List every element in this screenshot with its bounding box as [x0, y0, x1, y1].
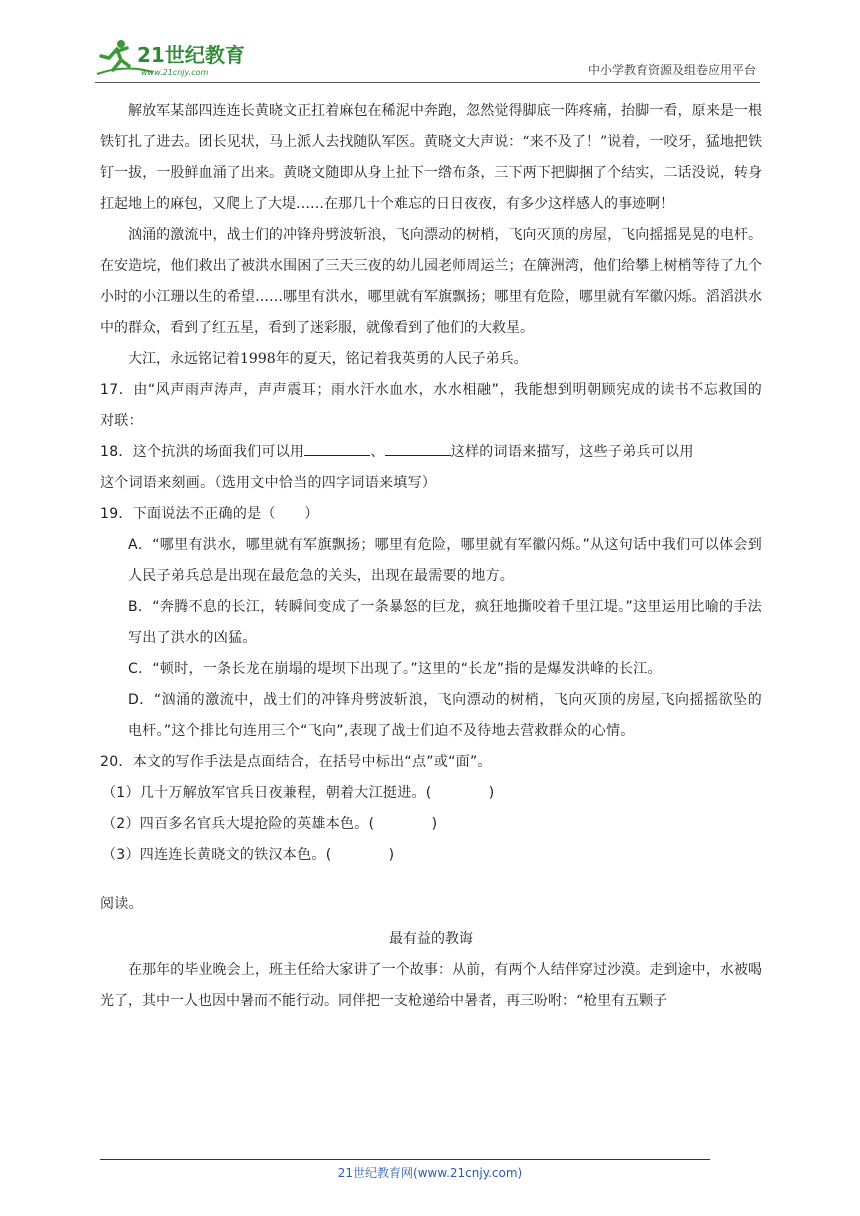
- question-20: 20．本文的写作手法是点面结合，在括号中标出“点”或“面”。: [100, 754, 492, 770]
- passage-paragraph-2: 汹涌的激流中，战士们的冲锋舟劈波斩浪，飞向漂动的树梢，飞向灭顶的房屋，飞向摇摇晃晃的电杆。在安造垸，他们救出了被洪水围困了三天三夜的幼儿园老师周运兰；在簰洲湾，他们给攀上树梢等待了九个小时的小江珊以生的希望……哪里有洪水，哪里就有军旗飘扬；哪里有危险，哪里就有军徽闪烁。滔滔洪水中的群众，看到了红五星，看到了迷彩服，就像看到了他们的大救星。: [100, 227, 762, 336]
- question-20-item-1: （1）几十万解放军官兵日夜兼程，朝着大江挺进。( ): [102, 785, 495, 801]
- site-logo: [95, 36, 255, 80]
- question-18: [100, 437, 762, 468]
- reading-label: 阅读。: [100, 896, 143, 912]
- question-20-item-2: （2）四百多名官兵大堤抢险的英雄本色。( ): [102, 816, 438, 832]
- question-17: 17．由“风声雨声涛声，声声震耳；雨水汗水血水，水水相融”，我能想到明朝顾宪成的读书不忘救国的对联：: [100, 382, 762, 429]
- question-19-option-c: C．“顿时，一条长龙在崩塌的堤坝下出现了。”这里的“长龙”指的是爆发洪峰的长江。: [128, 661, 662, 677]
- footer-divider: [100, 1159, 710, 1160]
- question-18-part-b: 这样的词语来描写，这些子弟兵可以用: [450, 444, 694, 460]
- question-18-part-a: 18．这个抗洪的场面我们可以用: [100, 444, 305, 460]
- logo-text: 21世纪教育: [137, 43, 245, 67]
- question-20-item-3: （3）四连连长黄晓文的铁汉本色。( ): [102, 847, 395, 863]
- question-19-option-d: D．“汹涌的激流中，战士们的冲锋舟劈波斩浪，飞向漂动的树梢，飞向灭顶的房屋,飞向摇摇欲坠的电杆。”这个排比句连用三个“飞向”,表现了战士们迫不及待地去营救群众的心情。: [128, 692, 762, 739]
- question-19-option-a: A．“哪里有洪水，哪里就有军旗飘扬；哪里有危险，哪里就有军徽闪烁。”从这句话中我们可以体会到人民子弟兵总是出现在最危急的关头，出现在最需要的地方。: [128, 537, 762, 584]
- reading-paragraph-1: 在那年的毕业晚会上，班主任给大家讲了一个故事：从前，有两个人结伴穿过沙漠。走到途中，水被喝光了，其中一人也因中暑而不能行动。同伴把一支枪递给中暑者，再三吩咐：“枪里有五颗子: [100, 962, 762, 1009]
- question-18-separator: 、: [370, 444, 385, 460]
- question-18-continued: 这个词语来刻画。（选用文中恰当的四字词语来填写）: [100, 475, 437, 491]
- page-header: [95, 32, 760, 83]
- question-19-option-b: B．“奔腾不息的长江，转瞬间变成了一条暴怒的巨龙，疯狂地撕咬着千里江堤。”这里运用比喻的手法写出了洪水的凶猛。: [128, 599, 762, 646]
- header-tagline: 中小学教育资源及组卷应用平台: [587, 63, 756, 77]
- passage-paragraph-1: 解放军某部四连连长黄晓文正扛着麻包在稀泥中奔跑，忽然觉得脚底一阵疼痛，抬脚一看，原来是一根铁钉扎了进去。团长见状，马上派人去找随队军医。黄晓文大声说：“来不及了！”说着，一咬牙，猛地把铁钉一拔，一股鲜血涌了出来。黄晓文随即从身上扯下一绺布条，三下两下把脚捆了个结实，二话没说，转身扛起地上的麻包，又爬上了大堤……在那几十个难忘的日日夜夜，有多少这样感人的事迹啊！: [100, 103, 762, 212]
- question-19: 19．下面说法不正确的是（ ）: [100, 506, 319, 522]
- section-gap: [100, 871, 762, 889]
- page-footer: 21世纪教育网(www.21cnjy.com): [337, 1166, 523, 1180]
- answer-blank-1[interactable]: [304, 439, 370, 456]
- reading-title: 最有益的教诲: [389, 931, 473, 947]
- document-body: [100, 96, 762, 1017]
- logo-url: www.21cnjy.com: [141, 68, 209, 77]
- passage-paragraph-3: 大江，永远铭记着1998年的夏天，铭记着我英勇的人民子弟兵。: [128, 351, 528, 367]
- answer-blank-2[interactable]: [385, 439, 451, 456]
